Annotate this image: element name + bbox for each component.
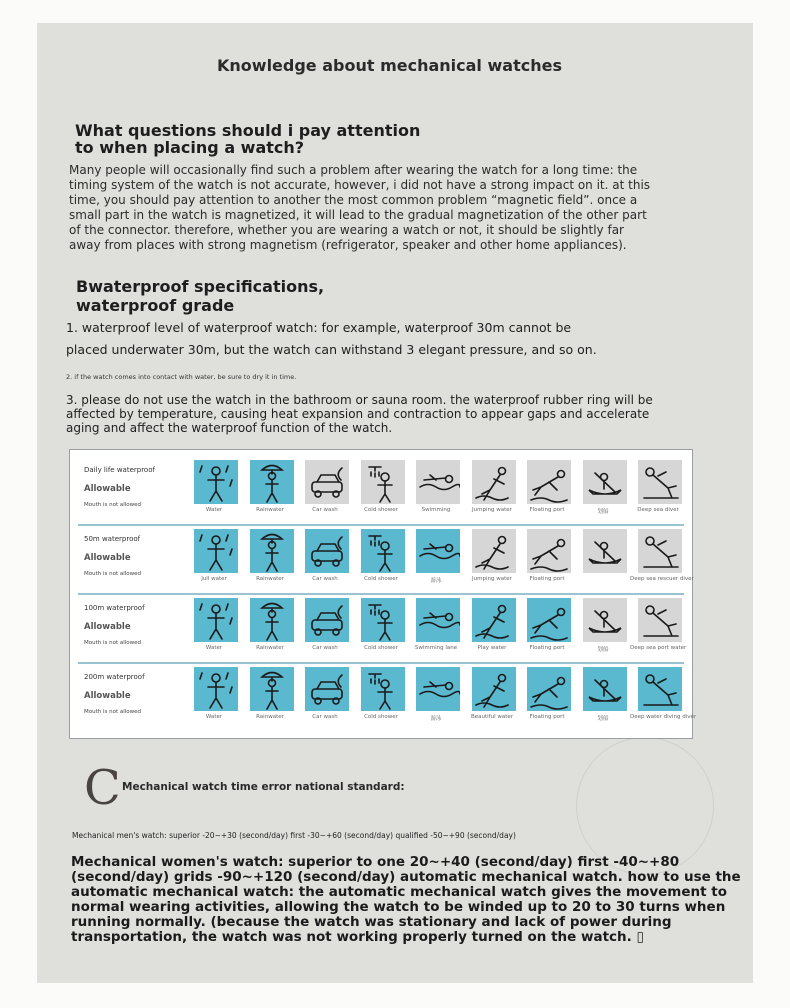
grid-activity-cell <box>194 529 238 573</box>
grid-row-name: 50m waterproof <box>84 535 141 543</box>
grid-activity-cell <box>472 667 516 711</box>
waterproof-point-3-line: aging and affect the waterproof function of the watch. <box>66 421 393 435</box>
grid-activity-cell <box>638 667 682 711</box>
grid-row <box>76 665 697 729</box>
grid-activity-cell <box>305 667 349 711</box>
swimming-icon <box>416 529 460 573</box>
grid-row <box>76 458 688 522</box>
waterproof-point-2: 2. if the watch comes into contact with water, be sure to dry it in time. <box>66 373 297 381</box>
grid-row-name: 200m waterproof <box>84 673 145 681</box>
grid-activity-cell <box>527 667 571 711</box>
section-a-body-line: small part in the watch is magnetized, it will lead to the gradual magnetization of the other part <box>69 208 647 222</box>
womens-standard-line: (second/day) grids -90~+120 (second/day) automatic mechanical watch. how to use the <box>71 869 741 885</box>
grid-activity-cell <box>416 598 460 642</box>
grid-activity-cell <box>305 598 349 642</box>
grid-activity-caption: Rainwater <box>256 714 284 720</box>
section-a-body-line: away from places with strong magnetism (refrigerator, speaker and other home appliances). <box>69 238 627 252</box>
cold-shower-icon <box>361 460 405 504</box>
grid-activity-caption: Car wash <box>312 714 338 720</box>
grid-row-name: 100m waterproof <box>84 604 145 612</box>
grid-activity-cell <box>361 667 405 711</box>
grid-row <box>76 527 694 591</box>
grid-row <box>76 596 688 660</box>
grid-row-note: Mouth is not allowed <box>84 640 142 646</box>
grid-activity-cell <box>583 667 627 711</box>
grid-activity-cell <box>472 598 516 642</box>
grid-row-name: Daily life waterproof <box>84 466 155 474</box>
car-wash-icon <box>305 460 349 504</box>
grid-row-status: Allowable <box>84 691 131 701</box>
grid-row-note: Mouth is not allowed <box>84 709 142 715</box>
grid-row-status: Allowable <box>84 622 131 632</box>
grid-activity-cell <box>472 529 516 573</box>
grid-row-note: Mouth is not allowed <box>84 571 142 577</box>
swimming-icon <box>416 460 460 504</box>
grid-activity-cell <box>305 529 349 573</box>
section-a-body-line: of the connector. therefore, whether you are wearing a watch or not, it should be slightly far <box>69 223 624 237</box>
grid-activity-cell <box>361 460 405 504</box>
grid-activity-caption: Deep sea rescuer diver <box>630 576 694 582</box>
section-a-body-line: Many people will occasionally find such a problem after wearing the watch for a long time: the <box>69 163 638 177</box>
fishing-icon <box>583 460 627 504</box>
womens-standard-line: running normally. (because the watch was stationary and lack of power during <box>71 914 672 930</box>
womens-standard-line: Mechanical women's watch: superior to one 20~+40 (second/day) first -40~+80 <box>71 854 680 870</box>
umbrella-person-icon <box>250 667 294 711</box>
grid-activity-caption: Car wash <box>312 645 338 651</box>
grid-row-note: Mouth is not allowed <box>84 502 142 508</box>
grid-activity-cell <box>361 598 405 642</box>
grid-row-divider <box>78 662 684 664</box>
section-c-logo: C <box>84 760 121 816</box>
rain-person-icon <box>194 598 238 642</box>
grid-activity-cell <box>250 460 294 504</box>
section-a-heading-line1: What questions should i pay attention <box>75 121 421 140</box>
grid-activity-caption: Jumping water <box>472 576 512 582</box>
grid-activity-cell <box>305 460 349 504</box>
womens-standard-line: normal wearing activities, allowing the watch to be winded up to 20 to 30 turns when <box>71 899 726 915</box>
grid-activity-cell <box>250 667 294 711</box>
grid-activity-caption: 游泳 <box>430 578 442 584</box>
section-a-heading-line2: to when placing a watch? <box>75 138 305 157</box>
grid-activity-caption: Floating port <box>529 576 565 582</box>
grid-row-status: Allowable <box>84 553 131 563</box>
page-title: Knowledge about mechanical watches <box>217 56 562 75</box>
grid-activity-caption: Swimming lane <box>414 645 458 651</box>
waterproof-point-3-line: 3. please do not use the watch in the bathroom or sauna room. the waterproof rubber ring will be <box>66 393 653 407</box>
grid-activity-cell <box>527 460 571 504</box>
grid-activity-cell <box>250 598 294 642</box>
rain-person-icon <box>194 667 238 711</box>
umbrella-person-icon <box>250 598 294 642</box>
car-wash-icon <box>305 529 349 573</box>
grid-activity-cell <box>194 460 238 504</box>
cold-shower-icon <box>361 529 405 573</box>
grid-activity-caption: Jull water <box>201 576 227 582</box>
grid-activity-caption: Deep water diving diver <box>630 714 697 720</box>
umbrella-person-icon <box>250 460 294 504</box>
diving-icon <box>638 667 682 711</box>
cold-shower-icon <box>361 598 405 642</box>
grid-activity-caption: 划船 <box>597 509 609 515</box>
jumping-water-icon <box>472 667 516 711</box>
grid-activity-cell <box>638 460 682 504</box>
grid-activity-cell <box>250 529 294 573</box>
grid-row-divider <box>78 524 684 526</box>
grid-activity-cell <box>583 598 627 642</box>
grid-activity-caption: Cold shower <box>364 714 398 720</box>
grid-activity-caption: Deep sea port water <box>630 645 687 651</box>
grid-row-divider <box>78 593 684 595</box>
car-wash-icon <box>305 667 349 711</box>
grid-activity-caption: Deep sea diver <box>637 507 679 513</box>
grid-activity-caption: 划船 <box>597 647 609 653</box>
grid-row-status: Allowable <box>84 484 131 494</box>
fishing-icon <box>583 529 627 573</box>
car-wash-icon <box>305 598 349 642</box>
grid-activity-caption: Water <box>205 645 223 651</box>
fishing-icon <box>583 667 627 711</box>
grid-activity-caption: Cold shower <box>364 645 398 651</box>
grid-activity-caption: 游泳 <box>430 716 442 722</box>
jumping-water-icon <box>472 460 516 504</box>
grid-activity-cell <box>416 529 460 573</box>
grid-activity-caption: Beautiful water <box>470 714 514 720</box>
grid-activity-caption: Rainwater <box>256 645 284 651</box>
grid-activity-cell <box>638 598 682 642</box>
umbrella-person-icon <box>250 529 294 573</box>
grid-activity-cell <box>583 529 627 573</box>
section-b-heading-line1: Bwaterproof specifications, <box>76 277 325 296</box>
grid-activity-caption: Water <box>205 507 223 513</box>
grid-activity-caption: Car wash <box>312 507 338 513</box>
swimming-icon <box>416 598 460 642</box>
grid-activity-caption: Rainwater <box>256 507 284 513</box>
rain-person-icon <box>194 529 238 573</box>
section-a-body-line: timing system of the watch is not accurate, however, i did not have a strong impact on it. at this <box>69 178 651 192</box>
grid-activity-cell <box>416 667 460 711</box>
grid-activity-cell <box>638 529 682 573</box>
floating-icon <box>527 598 571 642</box>
grid-activity-cell <box>583 460 627 504</box>
grid-activity-caption: Floating port <box>529 645 565 651</box>
section-b-heading-line2: waterproof grade <box>76 296 235 315</box>
fishing-icon <box>583 598 627 642</box>
grid-activity-caption: Rainwater <box>256 576 284 582</box>
grid-activity-caption: Floating port <box>529 714 565 720</box>
grid-activity-caption: Play water <box>477 645 507 651</box>
grid-activity-cell <box>527 529 571 573</box>
womens-standard-line: automatic mechanical watch: the automatic mechanical watch gives the movement to <box>71 884 727 900</box>
section-c-heading: Mechanical watch time error national standard: <box>122 781 405 793</box>
grid-activity-cell <box>472 460 516 504</box>
cold-shower-icon <box>361 667 405 711</box>
grid-activity-caption: Cold shower <box>364 507 398 513</box>
swimming-icon <box>416 667 460 711</box>
rain-person-icon <box>194 460 238 504</box>
grid-activity-cell <box>416 460 460 504</box>
grid-activity-caption: Water <box>205 714 223 720</box>
grid-activity-caption: Swimming <box>421 507 451 513</box>
diving-icon <box>638 460 682 504</box>
jumping-water-icon <box>472 529 516 573</box>
grid-activity-cell <box>527 598 571 642</box>
jumping-water-icon <box>472 598 516 642</box>
waterproof-point-1-line1: 1. waterproof level of waterproof watch: for example, waterproof 30m cannot be <box>66 320 572 335</box>
waterproof-grade-grid <box>69 449 697 739</box>
section-a-body-line: time, you should pay attention to another the most common problem “magnetic field”. once a <box>69 193 638 207</box>
mens-watch-standard: Mechanical men's watch: superior -20~+30 (second/day) first -30~+60 (second/day) qualified -50~+90 (second/day) <box>72 831 516 840</box>
waterproof-point-3-line: affected by temperature, causing heat expansion and contraction to appear gaps and accelerate <box>66 407 650 421</box>
grid-activity-caption: 划船 <box>597 716 609 722</box>
grid-activity-caption: Cold shower <box>364 576 398 582</box>
floating-icon <box>527 460 571 504</box>
diving-icon <box>638 598 682 642</box>
womens-standard-line: transportation, the watch was not working properly turned on the watch. ▯ <box>71 929 644 945</box>
floating-icon <box>527 529 571 573</box>
grid-activity-cell <box>194 667 238 711</box>
diving-icon <box>638 529 682 573</box>
grid-activity-cell <box>361 529 405 573</box>
waterproof-point-1-line2: placed underwater 30m, but the watch can withstand 3 elegant pressure, and so on. <box>66 342 597 357</box>
grid-activity-cell <box>194 598 238 642</box>
grid-activity-caption: Floating port <box>529 507 565 513</box>
grid-activity-caption: Jumping water <box>472 507 512 513</box>
grid-activity-caption: Car wash <box>312 576 338 582</box>
floating-icon <box>527 667 571 711</box>
